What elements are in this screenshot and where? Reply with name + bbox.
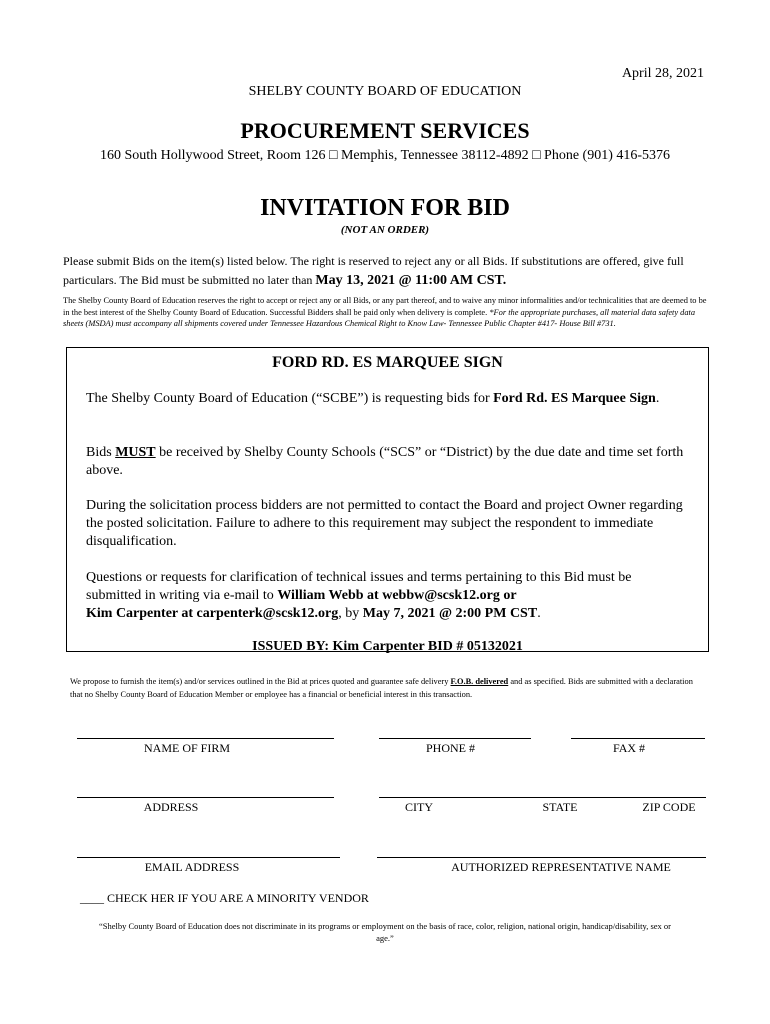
- bid-paragraph-4-text: Questions or requests for clarification of technical issues and terms pertaining to this Bid must be submitted in writing via e-mail to: [86, 570, 632, 603]
- representative-line[interactable]: [377, 857, 706, 858]
- proposal-statement: [70, 676, 700, 701]
- bid-details-box: [66, 347, 709, 652]
- department-heading: PROCUREMENT SERVICES: [240, 118, 530, 143]
- authorized-representative-label: AUTHORIZED REPRESENTATIVE NAME: [451, 860, 671, 874]
- fax-line[interactable]: [571, 738, 705, 739]
- email-address-label: EMAIL ADDRESS: [144, 860, 240, 874]
- must-emphasis: MUST: [115, 445, 156, 460]
- phone-line[interactable]: [379, 738, 531, 739]
- phone-label: PHONE #: [425, 741, 475, 755]
- bid-deadline: May 13, 2021 @ 11:00 AM CST.: [315, 273, 507, 288]
- city-state-zip-line[interactable]: [379, 797, 706, 798]
- fax-label: FAX #: [612, 741, 646, 755]
- state-label: STATE: [542, 800, 578, 814]
- bid-project-title: FORD RD. ES MARQUEE SIGN: [272, 354, 503, 371]
- proposal-text: We propose to furnish the item(s) and/or services outlined in the Bid at prices quoted and guarantee safe delivery: [70, 677, 451, 686]
- bid-paragraph-3: During the solicitation process bidders are not permitted to contact the Board and project Owner regarding the posted solicitation. Failure to adhere to this requirement may subject the respondent to immediate disqualification.: [86, 498, 683, 549]
- bid-paragraph-4: [86, 569, 686, 623]
- non-discrimination-statement: “Shelby County Board of Education does not discriminate in its programs or employment on the basis of race, color, religion, national origin, handicap/disability, sex or age.”: [98, 921, 672, 943]
- address-label: ADDRESS: [143, 800, 199, 814]
- fine-print-italic: *For the appropriate purchases, all material data safety data sheets (MSDA) must accompany all shipments covered under Tennessee Hazardous Chemical Right to Know Law- Tennessee Public Chapter #417- House Bill #731.: [63, 307, 696, 329]
- proposal-text-end: and as specified. Bids are submitted with a declaration that no Shelby County Board of Education Member or employee has a financial or beneficial interest in this transaction.: [70, 677, 693, 699]
- bid-paragraph-2-post: be received by Shelby County Schools (“SCS” or “District) by the due date and time set forth above.: [86, 445, 684, 478]
- minority-vendor-checkbox[interactable]: ____ CHECK HER IF YOU ARE A MINORITY VENDOR: [80, 891, 369, 905]
- issued-by: ISSUED BY: Kim Carpenter BID # 05132021: [252, 639, 523, 654]
- bid-paragraph-1: [86, 390, 686, 408]
- fob-delivered: F.O.B. delivered: [450, 677, 509, 686]
- intro-paragraph: [63, 252, 708, 290]
- bid-paragraph-4-mid: , by: [338, 606, 363, 621]
- email-line[interactable]: [77, 857, 340, 858]
- fine-print: [63, 295, 708, 330]
- bid-paragraph-2: [86, 444, 686, 480]
- document-title: INVITATION FOR BID: [260, 195, 510, 221]
- address-line[interactable]: [77, 797, 334, 798]
- bid-paragraph-2-pre: Bids: [86, 445, 116, 460]
- bid-paragraph-4-end: .: [537, 606, 541, 621]
- document-subtitle: (NOT AN ORDER): [340, 224, 430, 236]
- contact-carpenter[interactable]: Kim Carpenter at carpenterk@scsk12.org: [86, 606, 339, 621]
- firm-name-line[interactable]: [77, 738, 334, 739]
- intro-text: Please submit Bids on the item(s) listed below. The right is reserved to reject any or all Bids. If substitutions are offered, give full particulars. The Bid must be submitted no later than: [63, 254, 684, 287]
- zip-code-label: ZIP CODE: [642, 800, 696, 814]
- document-date: April 28, 2021: [621, 66, 704, 81]
- board-name: SHELBY COUNTY BOARD OF EDUCATION: [248, 84, 522, 99]
- questions-deadline: May 7, 2021 @ 2:00 PM CST: [362, 606, 538, 621]
- name-of-firm-label: NAME OF FIRM: [143, 741, 230, 755]
- contact-webb[interactable]: William Webb at webbw@scsk12.org or: [277, 588, 517, 603]
- fine-print-text: The Shelby County Board of Education reserves the right to accept or reject any or all Bids, or any part thereof, and to waive any minor informalities and/or technicalities that are deemed to be in the best interest of the Shelby County Board of Education. Successful Bidders shall be paid only when delivery is complete.: [63, 296, 707, 317]
- city-label: CITY: [405, 800, 433, 814]
- bid-paragraph-1-text: The Shelby County Board of Education (“SCBE”) is requesting bids for: [86, 391, 494, 406]
- project-name: Ford Rd. ES Marquee Sign: [493, 391, 656, 406]
- department-address: 160 South Hollywood Street, Room 126 □ Memphis, Tennessee 38112-4892 □ Phone (901) 416-5376: [99, 148, 671, 163]
- bid-paragraph-1-end: .: [655, 391, 660, 406]
